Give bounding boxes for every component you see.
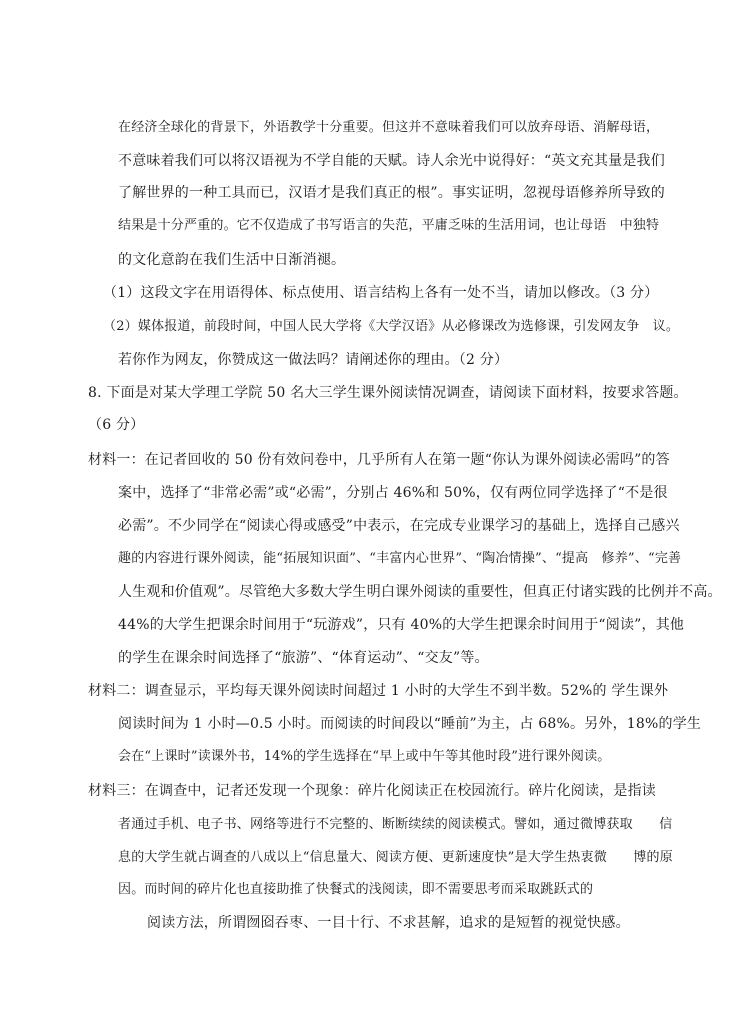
material1-line: 材料一：在记者回收的 50 份有效问卷中，几乎所有人在第一题“你认为课外阅读必需吗”的答 <box>88 452 670 468</box>
material2-line: 材料二：调查显示，平均每天课外阅读时间超过 1 小时的大学生不到半数。52%的 学生课外 <box>88 683 669 699</box>
passage-line: 结果是十分严重的。它不仅造成了书写语言的失范，平庸乏味的生活用词，也让母语 中独特 <box>118 218 660 233</box>
material1-line: 必需”。不少同学在“阅读心得或感受”中表示，在完成专业课学习的基础上，选择自己感兴 <box>118 518 680 534</box>
material3-line: 息的大学生就占调查的八成以上“信息量大、阅读方便、更新速度快”是大学生热衷微 博的原 <box>118 850 673 865</box>
question-8-line1: 8. 下面是对某大学理工学院 50 名大三学生课外阅读情况调查，请阅读下面材料，按要求答题。 <box>88 385 688 401</box>
material3-line: 材料三：在调查中，记者还发现一个现象：碎片化阅读正在校园流行。碎片化阅读，是指读 <box>88 783 656 799</box>
material1-line: 人生观和价值观”。尽管绝大多数大学生明白课外阅读的重要性，但真正付诸实践的比例并不高。 <box>118 584 722 600</box>
question-2-line1: （2）媒体报道，前段时间，中国人民大学将《大学汉语》从必修课改为选修课，引发网友争 议。 <box>103 319 680 334</box>
material1-line: 的学生在课余时间选择了“旅游”、“体育运动”、“交友”等。 <box>118 650 489 666</box>
material2-line: 会在“上课时”读课外书，14%的学生选择在“早上或中午等其他时段”进行课外阅读。 <box>118 749 611 764</box>
material1-line: 案中，选择了“非常必需”或“必需”，分别占 46%和 50%，仅有两位同学选择了“不是很 <box>118 485 668 501</box>
material1-line: 趣的内容进行课外阅读，能“拓展知识面”、“丰富内心世界”、“陶冶情操”、“提高 修养”、“完善 <box>118 551 682 566</box>
material1-line: 44%的大学生把课余时间用于“玩游戏”，只有 40%的大学生把课余时间用于“阅读”，其他 <box>118 617 685 633</box>
material3-line: 因。而时间的碎片化也直接助推了快餐式的浅阅读，即不需要思考而采取跳跃式的 <box>118 882 594 897</box>
passage-line: 不意味着我们可以将汉语视为不学自能的天赋。诗人余光中说得好：“英文充其量是我们 <box>118 153 665 169</box>
passage-line: 在经济全球化的背景下，外语教学十分重要。但这并不意味着我们可以放弃母语、消解母语， <box>118 120 660 135</box>
question-1: （1）这段文字在用语得体、标点使用、语言结构上各有一处不当，请加以修改。（3 分） <box>103 285 659 301</box>
question-2-line2: 若你作为网友，你赞成这一做法吗？请阐述你的理由。（2 分） <box>118 352 509 368</box>
material2-line: 阅读时间为 1 小时—0.5 小时。而阅读的时间段以“睡前”为主，占 68%。另外，18%的学生 <box>118 716 702 732</box>
passage-line: 的文化意韵在我们生活中日渐消褪。 <box>118 252 346 268</box>
material3-line: 阅读方法，所谓囫囵吞枣、一目十行、不求甚解，追求的是短暂的视觉快感。 <box>147 915 630 931</box>
passage-line: 了解世界的一种工具而已，汉语才是我们真正的根”。事实证明，忽视母语修养所导致的 <box>118 185 665 201</box>
question-8-line2: （6 分） <box>88 417 145 433</box>
material3-line: 者通过手机、电子书、网络等进行不完整的、断断续续的阅读模式。譬如，通过微博获取 信 <box>118 817 673 832</box>
